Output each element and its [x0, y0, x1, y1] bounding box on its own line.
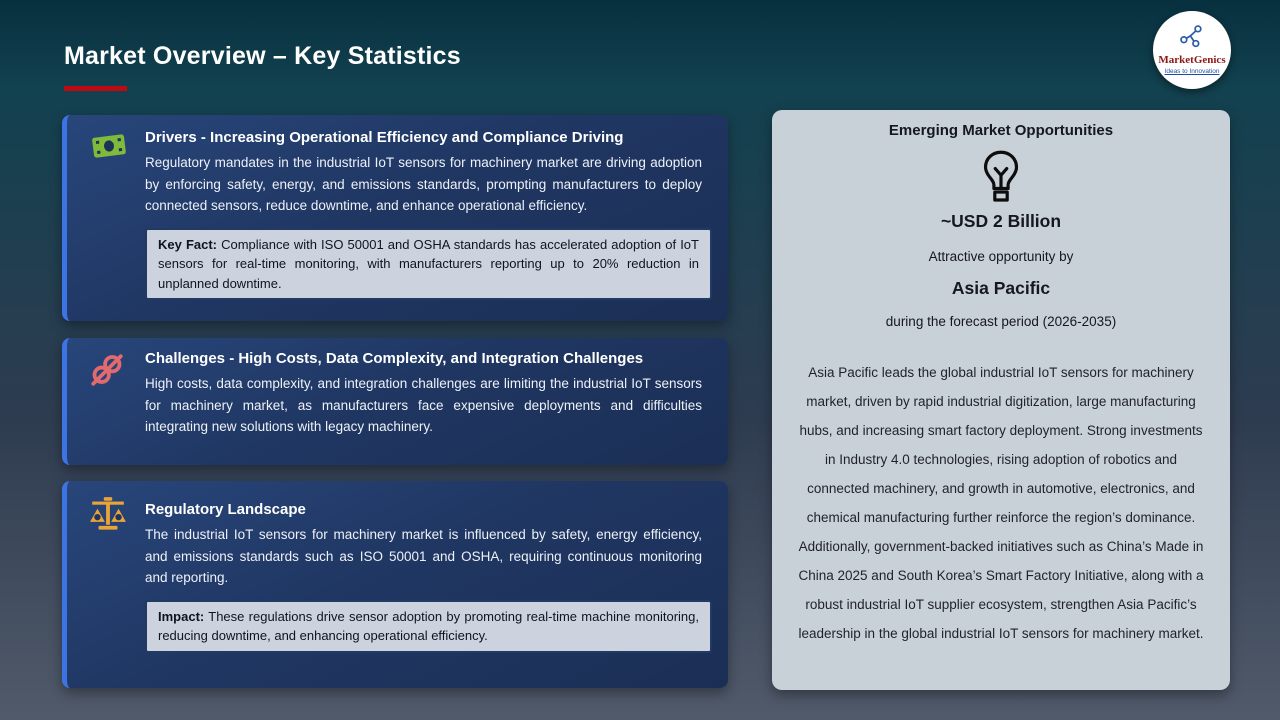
drivers-card — [62, 115, 728, 321]
panel-title: Emerging Market Opportunities — [888, 122, 1114, 139]
page-title: Market Overview – Key Statistics — [64, 42, 461, 70]
lightbulb-icon — [794, 147, 1208, 209]
emerging-opportunities-panel — [772, 110, 1230, 690]
forecast-period: during the forecast period (2026-2035) — [885, 314, 1117, 329]
challenges-card — [62, 338, 728, 465]
logo-name: MarketGenics — [1158, 54, 1226, 67]
fact-label: Key Fact: — [158, 236, 217, 252]
fact-label: Impact: — [158, 608, 205, 624]
card-body: The industrial IoT sensors for machinery market is influenced by safety, energy efficiency, and emissions standards such as ISO 50001 and OSHA, requiring continuous monitoring and reporting. — [145, 527, 702, 585]
broken-link-icon — [89, 352, 129, 393]
fact-text: Compliance with ISO 50001 and OSHA standards has accelerated adoption of IoT sensors for real-time monitoring, with manufacturers reporting up to 20% reduction in unplanned downtime. — [158, 236, 699, 291]
regulatory-card — [62, 481, 728, 688]
key-fact-box — [145, 228, 712, 301]
card-title: Regulatory Landscape — [145, 501, 306, 518]
card-body: High costs, data complexity, and integration challenges are limiting the industrial IoT sensors for machinery market, as manufacturers face expensive deployments and difficulties integrating new solutions with legacy machinery. — [145, 376, 702, 434]
card-body: Regulatory mandates in the industrial IoT sensors for machinery market are driving adoption by enforcing safety, energy, and emissions standards, prompting manufacturers to deploy connected sensors, reduce downtime, and enhance operational efficiency. — [145, 155, 702, 213]
title-underline — [64, 86, 127, 91]
fact-text: These regulations drive sensor adoption by promoting real-time machine monitoring, reducing downtime, and enhancing operational efficiency. — [158, 608, 699, 643]
opportunity-value: ~USD 2 Billion — [940, 211, 1062, 231]
opportunity-region: Asia Pacific — [951, 278, 1051, 298]
card-title: Drivers - Increasing Operational Efficiency and Compliance Driving — [145, 129, 624, 146]
opportunity-subtitle: Attractive opportunity by — [928, 249, 1074, 264]
logo-tagline: Ideas to Innovation — [1164, 67, 1220, 75]
molecule-icon — [1179, 25, 1205, 54]
marketgenics-logo — [1153, 11, 1231, 89]
region-description: Asia Pacific leads the global industrial IoT sensors for machinery market, driven by rapid industrial digitization, large manufacturing hubs, and increasing smart factory deployment. Strong investments in Industry 4.0 technologies, rising adoption of robotics and connected machinery, and growth in automotive, electronics, and chemical manufacturing further reinforce the region’s dominance. Additionally, government-backed initiatives such as China’s Made in China 2025 and South Korea’s Smart Factory Initiative, along with a robust industrial IoT supplier ecosystem, strengthen Asia Pacific’s leadership in the global industrial IoT sensors for machinery market. — [798, 365, 1204, 641]
banknote-icon — [89, 130, 129, 167]
impact-box — [145, 600, 712, 653]
scales-icon — [89, 497, 129, 536]
card-title: Challenges - High Costs, Data Complexity, and Integration Challenges — [145, 350, 644, 367]
